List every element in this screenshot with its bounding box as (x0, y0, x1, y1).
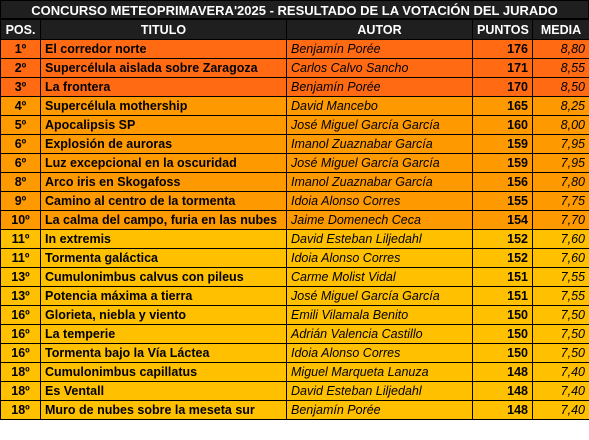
cell-titulo: Potencia máxima a tierra (41, 287, 287, 306)
cell-pos: 13º (1, 287, 41, 306)
cell-titulo: La frontera (41, 78, 287, 97)
cell-media: 7,50 (533, 344, 589, 363)
table-row (1, 287, 589, 306)
cell-puntos: 176 (473, 40, 533, 59)
cell-puntos: 159 (473, 154, 533, 173)
cell-autor: Miguel Marqueta Lanuza (287, 363, 473, 382)
cell-media: 7,60 (533, 230, 589, 249)
header-media: MEDIA (533, 20, 589, 40)
cell-titulo: Tormenta galáctica (41, 249, 287, 268)
cell-media: 7,40 (533, 363, 589, 382)
cell-pos: 2º (1, 59, 41, 78)
sheet-title: CONCURSO METEOPRIMAVERA'2025 - RESULTADO DE LA VOTACIÓN DEL JURADO (0, 0, 589, 19)
cell-puntos: 150 (473, 325, 533, 344)
table-row (1, 78, 589, 97)
cell-autor: Carme Molist Vidal (287, 268, 473, 287)
cell-media: 7,95 (533, 154, 589, 173)
cell-puntos: 150 (473, 306, 533, 325)
cell-puntos: 150 (473, 344, 533, 363)
table-row (1, 192, 589, 211)
table-row (1, 40, 589, 59)
cell-pos: 4º (1, 97, 41, 116)
header-row (1, 20, 589, 40)
cell-autor: David Mancebo (287, 97, 473, 116)
header-titulo: TITULO (41, 20, 287, 40)
cell-media: 7,40 (533, 382, 589, 401)
cell-pos: 1º (1, 40, 41, 59)
cell-media: 8,00 (533, 116, 589, 135)
cell-puntos: 152 (473, 230, 533, 249)
cell-titulo: Cumulonimbus calvus con pileus (41, 268, 287, 287)
cell-titulo: Supercélula aislada sobre Zaragoza (41, 59, 287, 78)
cell-puntos: 165 (473, 97, 533, 116)
cell-puntos: 155 (473, 192, 533, 211)
cell-autor: Benjamín Porée (287, 78, 473, 97)
cell-media: 7,55 (533, 268, 589, 287)
cell-puntos: 148 (473, 363, 533, 382)
cell-media: 8,55 (533, 59, 589, 78)
cell-autor: David Esteban Liljedahl (287, 230, 473, 249)
cell-titulo: Supercélula mothership (41, 97, 287, 116)
cell-titulo: In extremis (41, 230, 287, 249)
cell-puntos: 160 (473, 116, 533, 135)
cell-autor: Imanol Zuaznabar García (287, 135, 473, 154)
cell-pos: 9º (1, 192, 41, 211)
cell-pos: 11º (1, 230, 41, 249)
cell-titulo: La calma del campo, furia en las nubes (41, 211, 287, 230)
table-row (1, 249, 589, 268)
table-row (1, 401, 589, 420)
table-row (1, 173, 589, 192)
cell-puntos: 156 (473, 173, 533, 192)
cell-media: 7,95 (533, 135, 589, 154)
cell-autor: Idoia Alonso Corres (287, 192, 473, 211)
cell-media: 8,25 (533, 97, 589, 116)
cell-pos: 8º (1, 173, 41, 192)
table-row (1, 306, 589, 325)
cell-autor: David Esteban Liljedahl (287, 382, 473, 401)
cell-titulo: Luz excepcional en la oscuridad (41, 154, 287, 173)
cell-autor: Benjamín Porée (287, 401, 473, 420)
table-row (1, 325, 589, 344)
cell-pos: 5º (1, 116, 41, 135)
cell-autor: José Miguel García García (287, 287, 473, 306)
cell-autor: Adrián Valencia Castillo (287, 325, 473, 344)
cell-pos: 6º (1, 154, 41, 173)
cell-pos: 3º (1, 78, 41, 97)
cell-media: 7,70 (533, 211, 589, 230)
cell-autor: Idoia Alonso Corres (287, 344, 473, 363)
cell-autor: Carlos Calvo Sancho (287, 59, 473, 78)
cell-autor: Benjamín Porée (287, 40, 473, 59)
header-pos: POS. (1, 20, 41, 40)
cell-titulo: Camino al centro de la tormenta (41, 192, 287, 211)
cell-pos: 13º (1, 268, 41, 287)
table-row (1, 230, 589, 249)
cell-media: 7,55 (533, 287, 589, 306)
table-row (1, 363, 589, 382)
results-table (0, 19, 589, 420)
cell-autor: Jaime Domenech Ceca (287, 211, 473, 230)
cell-media: 7,50 (533, 306, 589, 325)
cell-puntos: 159 (473, 135, 533, 154)
table-row (1, 97, 589, 116)
cell-pos: 6º (1, 135, 41, 154)
cell-media: 7,75 (533, 192, 589, 211)
cell-autor: José Miguel García García (287, 154, 473, 173)
cell-autor: Idoia Alonso Corres (287, 249, 473, 268)
cell-media: 8,80 (533, 40, 589, 59)
cell-titulo: Es Ventall (41, 382, 287, 401)
cell-puntos: 148 (473, 401, 533, 420)
cell-pos: 16º (1, 306, 41, 325)
table-row (1, 59, 589, 78)
cell-puntos: 148 (473, 382, 533, 401)
table-row (1, 382, 589, 401)
cell-puntos: 154 (473, 211, 533, 230)
cell-titulo: Cumulonimbus capillatus (41, 363, 287, 382)
cell-pos: 16º (1, 325, 41, 344)
header-autor: AUTOR (287, 20, 473, 40)
cell-pos: 16º (1, 344, 41, 363)
cell-autor: Emili Vilamala Benito (287, 306, 473, 325)
cell-titulo: Tormenta bajo la Vía Láctea (41, 344, 287, 363)
cell-media: 7,40 (533, 401, 589, 420)
cell-pos: 18º (1, 363, 41, 382)
cell-autor: José Miguel García García (287, 116, 473, 135)
cell-puntos: 151 (473, 287, 533, 306)
cell-autor: Imanol Zuaznabar García (287, 173, 473, 192)
table-row (1, 211, 589, 230)
table-row (1, 344, 589, 363)
table-row (1, 268, 589, 287)
cell-puntos: 151 (473, 268, 533, 287)
header-puntos: PUNTOS (473, 20, 533, 40)
table-row (1, 154, 589, 173)
cell-titulo: El corredor norte (41, 40, 287, 59)
cell-media: 7,60 (533, 249, 589, 268)
cell-media: 7,50 (533, 325, 589, 344)
cell-titulo: Explosión de auroras (41, 135, 287, 154)
cell-puntos: 171 (473, 59, 533, 78)
cell-pos: 18º (1, 401, 41, 420)
cell-pos: 18º (1, 382, 41, 401)
cell-media: 8,50 (533, 78, 589, 97)
cell-pos: 10º (1, 211, 41, 230)
cell-titulo: Apocalipsis SP (41, 116, 287, 135)
cell-titulo: Arco iris en Skogafoss (41, 173, 287, 192)
cell-titulo: Glorieta, niebla y viento (41, 306, 287, 325)
table-row (1, 135, 589, 154)
cell-puntos: 152 (473, 249, 533, 268)
cell-titulo: Muro de nubes sobre la meseta sur (41, 401, 287, 420)
cell-pos: 11º (1, 249, 41, 268)
cell-media: 7,80 (533, 173, 589, 192)
cell-titulo: La temperie (41, 325, 287, 344)
table-row (1, 116, 589, 135)
cell-puntos: 170 (473, 78, 533, 97)
